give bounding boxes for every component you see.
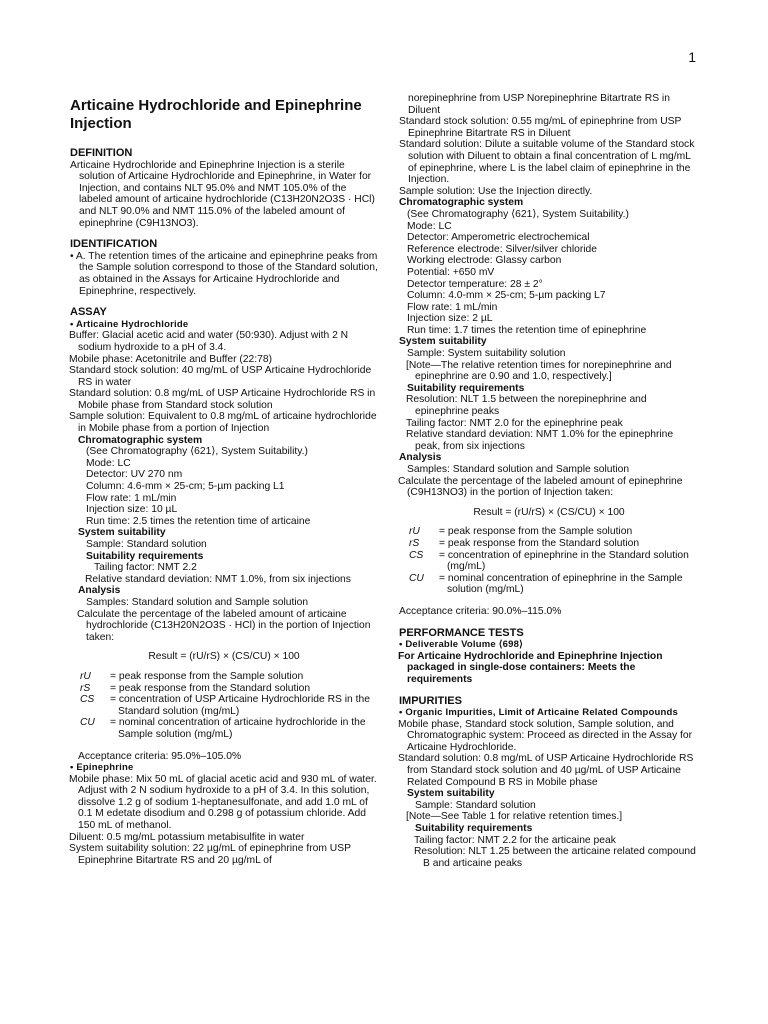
sample-text-2: Sample: Standard solution	[415, 799, 536, 811]
reference-electrode-text: Reference electrode: Silver/silver chloride	[407, 243, 598, 255]
detector-text: Detector: UV 270 nm	[86, 469, 183, 481]
flow-text: Flow rate: 1 mL/min	[86, 492, 177, 504]
sample-text: Sample: System suitability solution	[407, 348, 566, 360]
chrom-system-heading: Chromatographic system	[399, 197, 524, 209]
deliverable-volume-heading: • Deliverable Volume ⟨698⟩	[399, 639, 524, 651]
epi-mobile-phase: Mobile phase: Mix 50 mL of glacial acetic acid and 930 mL of water. Adjust with 2 N sodium hydroxide to a pH of 3.4. In this solution, dissolve 1.2 g of sodium 1-heptanesulfonate, and add 1.0 mL of 0.1 M edetate disodium and 0.298 g of potassium chloride. Add 150 mL of methanol.	[69, 773, 377, 832]
system-suitability-heading: System suitability	[78, 527, 166, 539]
note-text: [Note—The relative retention times for norepinephrine and epinephrine are 0.90 and 1.0, respectively.]	[406, 359, 672, 383]
calculation-text: Calculate the percentage of the labeled amount of epinephrine (C9H13NO3) in the portion of Injection taken:	[398, 475, 683, 499]
column-text: Column: 4.6-mm × 25-cm; 5-µm packing L1	[86, 481, 285, 493]
assay-heading: ASSAY	[70, 306, 107, 319]
calculation-text: Calculate the percentage of the labeled amount of articaine hydrochloride (C13H20N2O3S · HCl) in the portion of Injection taken:	[77, 608, 371, 643]
organic-impurities-heading: • Organic Impurities, Limit of Articaine Related Compounds	[399, 707, 679, 719]
suitability-req-heading-2: Suitability requirements	[415, 823, 533, 835]
definition-row: rS = peak response from the Standard solution	[80, 682, 311, 694]
resolution-text-2: Resolution: NLT 1.25 between the articaine related compound B and articaine peaks	[414, 846, 696, 869]
epinephrine-heading: • Epinephrine	[70, 762, 134, 774]
rsd-text: Relative standard deviation: NMT 1.0% for the epinephrine peak, from six injections	[406, 429, 674, 452]
suitability-req-heading: Suitability requirements	[86, 550, 204, 562]
definition-row: CU = nominal concentration of articaine hydrochloride in the Sample solution (mg/mL)	[80, 717, 366, 740]
run-time-text: Run time: 1.7 times the retention time of epinephrine	[407, 324, 647, 336]
assay-formula: Result = (rU/rS) × (CS/CU) × 100	[473, 506, 625, 518]
tailing-text: Tailing factor: NMT 2.2	[94, 562, 197, 574]
injection-size-text: Injection size: 2 µL	[407, 313, 493, 325]
system-suitability-heading-2: System suitability	[407, 788, 495, 800]
diluent-text: Diluent: 0.5 mg/mL potassium metabisulfite in water	[69, 831, 305, 843]
mode-text: Mode: LC	[86, 457, 131, 469]
mode-text: Mode: LC	[407, 220, 452, 232]
detector-temp-text: Detector temperature: 28 ± 2°	[407, 278, 543, 290]
analysis-heading: Analysis	[399, 452, 442, 464]
tailing-text: Tailing factor: NMT 2.0 for the epinephrine peak	[406, 417, 623, 429]
assay-formula: Result = (rU/rS) × (CS/CU) × 100	[148, 651, 300, 663]
samples-text: Samples: Standard solution and Sample solution	[407, 464, 630, 475]
sample-text: Sample: Standard solution	[86, 539, 207, 550]
note-text-2: [Note—See Table 1 for relative retention times.]	[406, 811, 623, 823]
sample-solution-text: Sample solution: Equivalent to 0.8 mg/mL of articaine hydrochloride in Mobile phase from a portion of Injection	[69, 411, 377, 435]
detector-text: Detector: Amperometric electrochemical	[407, 232, 590, 244]
performance-tests-heading: PERFORMANCE TESTS	[399, 626, 524, 639]
continued-text: norepinephrine from USP Norepinephrine Bitartrate RS in Diluent	[408, 93, 670, 116]
impurities-heading: IMPURITIES	[399, 694, 462, 707]
chrom-see-text: (See Chromatography ⟨621⟩, System Suitability.)	[407, 208, 629, 220]
definitions-table	[70, 671, 378, 741]
left-column	[70, 93, 378, 866]
mobile-phase-text: Mobile phase: Acetonitrile and Buffer (22:78)	[69, 353, 273, 365]
run-time-text: Run time: 2.5 times the retention time of articaine	[86, 515, 311, 527]
tailing-text-2: Tailing factor: NMT 2.2 for the articaine peak	[414, 834, 616, 846]
column-text: Column: 4.0-mm × 25-cm; 5-µm packing L7	[407, 290, 606, 302]
definition-row: CS = concentration of USP Articaine Hydrochloride RS in the Standard solution (mg/mL)	[80, 694, 370, 717]
identification-heading: IDENTIFICATION	[70, 238, 158, 251]
impurity-std-solution-text: Standard solution: 0.8 mg/mL of USP Articaine Hydrochloride RS from Standard stock solution and 40 µg/mL of USP Articaine Related Compound B RS in Mobile phase	[398, 753, 694, 788]
std-solution-text: Standard solution: Dilute a suitable volume of the Standard stock solution with Diluent to obtain a final concentration of L mg/mL of epinephrine, where L is the label claim of epinephrine in the Injection.	[399, 139, 695, 186]
buffer-text: Buffer: Glacial acetic acid and water (50:930). Adjust with 2 N sodium hydroxide to a pH of 3.4.	[69, 330, 349, 353]
acceptance-criteria: Acceptance criteria: 95.0%–105.0%	[78, 750, 242, 762]
definition-row: CS = concentration of epinephrine in the Standard solution (mg/mL)	[409, 549, 689, 573]
sys-suit-solution-text: System suitability solution: 22 µg/mL of epinephrine from USP Epinephrine Bitartrate RS and 20 µg/mL of	[69, 843, 351, 866]
std-stock-text: Standard stock solution: 0.55 mg/mL of epinephrine from USP Epinephrine Bitartrate RS in Diluent	[399, 116, 682, 139]
suitability-req-heading: Suitability requirements	[407, 382, 525, 394]
definition-row: rU = peak response from the Sample solution	[80, 670, 304, 682]
sample-solution-text: Sample solution: Use the Injection directly.	[399, 185, 593, 197]
articaine-heading: • Articaine Hydrochloride	[70, 318, 189, 330]
definitions-table	[399, 526, 699, 596]
system-suitability-heading: System suitability	[399, 336, 487, 348]
analysis-heading: Analysis	[78, 585, 121, 597]
definition-text: Articaine Hydrochloride and Epinephrine Injection is a sterile solution of Articaine Hydrochloride and Epinephrine, in Water for Injection, and contains NLT 95.0% and NMT 105.0% of the labeled amount of articaine hydrochloride (C13H20N2O3S · HCl) and NLT 90.0% and NMT 115.0% of the labeled amount of epinephrine (C9H13NO3).	[70, 159, 375, 229]
rsd-text: Relative standard deviation: NMT 1.0%, from six injections	[85, 573, 351, 585]
identification-a: • A. The retention times of the articaine and epinephrine peaks from the Sample solution correspond to those of the Standard solution, as obtained in the Assays for Articaine Hydrochloride and Epinephrine, respectively.	[70, 250, 378, 297]
organic-impurities-text: Mobile phase, Standard stock solution, Sample solution, and Chromatographic system: Proceed as directed in the Assay for Articaine Hydrochloride.	[398, 718, 693, 753]
document-title: Articaine Hydrochloride and Epinephrine Injection	[70, 97, 362, 132]
definition-row: CU = nominal concentration of epinephrine in the Sample solution (mg/mL)	[409, 572, 683, 596]
deliverable-volume-text: For Articaine Hydrochloride and Epinephrine Injection packaged in single-dose containers: Meets the requirements	[398, 650, 663, 685]
working-electrode-text: Working electrode: Glassy carbon	[407, 255, 562, 267]
chrom-see-text: (See Chromatography ⟨621⟩, System Suitability.)	[86, 446, 308, 458]
chrom-system-heading: Chromatographic system	[78, 434, 203, 446]
page-number: 1	[688, 49, 696, 65]
resolution-text: Resolution: NLT 1.5 between the norepinephrine and epinephrine peaks	[406, 394, 647, 418]
definition-heading: DEFINITION	[70, 147, 133, 159]
std-stock-text: Standard stock solution: 40 mg/mL of USP Articaine Hydrochloride RS in water	[69, 365, 372, 388]
samples-text: Samples: Standard solution and Sample solution	[86, 596, 309, 608]
definition-row: rS = peak response from the Standard solution	[409, 537, 640, 549]
flow-text: Flow rate: 1 mL/min	[407, 301, 498, 313]
acceptance-criteria: Acceptance criteria: 90.0%–115.0%	[399, 605, 562, 617]
definition-row: rU = peak response from the Sample solution	[409, 526, 633, 538]
right-column	[399, 93, 699, 869]
potential-text: Potential: +650 mV	[407, 266, 495, 278]
injection-size-text: Injection size: 10 µL	[86, 504, 178, 516]
std-solution-text: Standard solution: 0.8 mg/mL of USP Articaine Hydrochloride RS in Mobile phase from Standard stock solution	[69, 388, 376, 411]
